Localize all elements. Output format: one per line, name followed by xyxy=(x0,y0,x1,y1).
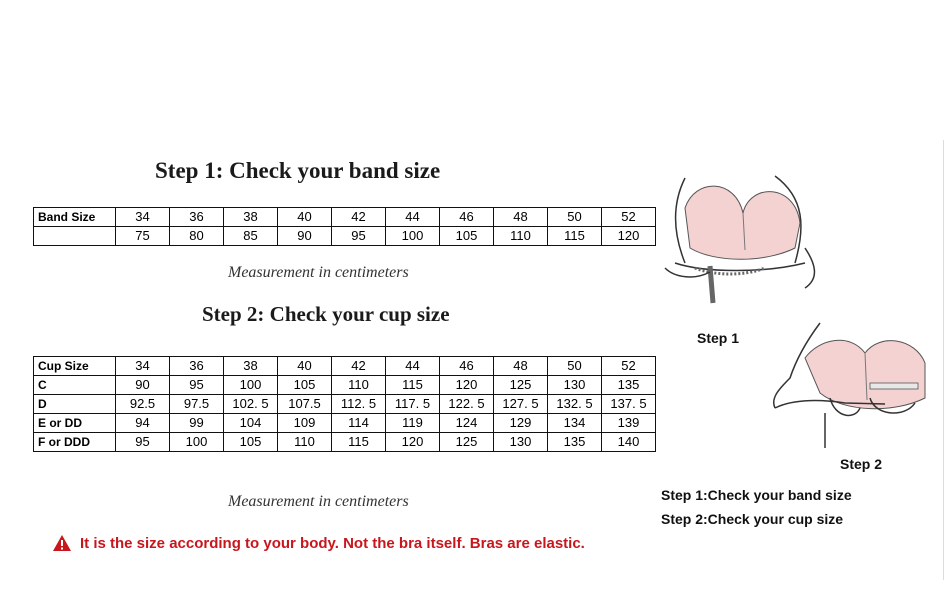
band-size-label: Band Size xyxy=(34,208,116,227)
cup-cm-cell: 125 xyxy=(494,376,548,395)
cup-cm-cell: 95 xyxy=(170,376,224,395)
cup-size-label: Cup Size xyxy=(34,357,116,376)
cup-size-column-header: 36 xyxy=(170,357,224,376)
step1-caption: Step 1 xyxy=(697,330,740,346)
cup-size-column-header: 34 xyxy=(116,357,170,376)
cup-size-column-header: 48 xyxy=(494,357,548,376)
band-size-table xyxy=(33,207,656,246)
cup-cm-cell: 119 xyxy=(386,414,440,433)
cup-cm-cell: 114 xyxy=(332,414,386,433)
cup-cm-cell: 125 xyxy=(440,433,494,452)
band-size-column-header: 38 xyxy=(224,208,278,227)
cup-row xyxy=(34,433,656,452)
cup-cm-cell: 122. 5 xyxy=(440,395,494,414)
cup-header-row xyxy=(34,357,656,376)
step2-caption: Step 2 xyxy=(840,456,883,472)
cup-size-heading: Step 2: Check your cup size xyxy=(202,302,450,326)
cup-cm-cell: 115 xyxy=(386,376,440,395)
cup-cm-cell: 117. 5 xyxy=(386,395,440,414)
cup-size-column-header: 52 xyxy=(602,357,656,376)
band-cm-cell: 105 xyxy=(440,227,494,246)
cup-cm-cell: 130 xyxy=(494,433,548,452)
cup-cm-cell: 92.5 xyxy=(116,395,170,414)
cup-cm-cell: 110 xyxy=(332,376,386,395)
instruction-line-2: Step 2:Check your cup size xyxy=(661,511,844,527)
cup-cm-cell: 120 xyxy=(440,376,494,395)
band-cm-cell: 90 xyxy=(278,227,332,246)
cup-cm-cell: 139 xyxy=(602,414,656,433)
band-cm-cell: 80 xyxy=(170,227,224,246)
band-size-heading: Step 1: Check your band size xyxy=(155,158,441,183)
band-cm-cell: 120 xyxy=(602,227,656,246)
elastic-warning xyxy=(52,534,585,552)
cup-size-column-header: 42 xyxy=(332,357,386,376)
band-cm-row xyxy=(34,227,656,246)
cup-row xyxy=(34,376,656,395)
band-size-column-header: 46 xyxy=(440,208,494,227)
band-cm-cell: 100 xyxy=(386,227,440,246)
cup-cm-cell: 127. 5 xyxy=(494,395,548,414)
right-edge-divider xyxy=(943,140,944,580)
band-cm-cell: 85 xyxy=(224,227,278,246)
cup-cm-cell: 97.5 xyxy=(170,395,224,414)
cup-row-label: F or DDD xyxy=(34,433,116,452)
cup-cm-cell: 110 xyxy=(278,433,332,452)
band-size-column-header: 52 xyxy=(602,208,656,227)
band-measurement-note: Measurement in centimeters xyxy=(228,264,409,281)
band-measure-illustration xyxy=(655,168,825,308)
cup-size-table xyxy=(33,356,656,452)
cup-cm-cell: 105 xyxy=(224,433,278,452)
cup-cm-cell: 112. 5 xyxy=(332,395,386,414)
band-size-column-header: 34 xyxy=(116,208,170,227)
band-cm-cell: 75 xyxy=(116,227,170,246)
cup-size-column-header: 40 xyxy=(278,357,332,376)
cup-cm-cell: 95 xyxy=(116,433,170,452)
cup-cm-cell: 132. 5 xyxy=(548,395,602,414)
band-cm-cell: 110 xyxy=(494,227,548,246)
cup-cm-cell: 99 xyxy=(170,414,224,433)
cup-cm-cell: 124 xyxy=(440,414,494,433)
cup-cm-cell: 120 xyxy=(386,433,440,452)
cup-cm-cell: 135 xyxy=(548,433,602,452)
band-size-column-header: 48 xyxy=(494,208,548,227)
band-size-column-header: 40 xyxy=(278,208,332,227)
warning-text: It is the size according to your body. Not the bra itself. Bras are elastic. xyxy=(80,534,585,552)
cup-row-label: C xyxy=(34,376,116,395)
cup-cm-cell: 134 xyxy=(548,414,602,433)
cup-cm-cell: 102. 5 xyxy=(224,395,278,414)
band-header-row xyxy=(34,208,656,227)
cup-cm-cell: 105 xyxy=(278,376,332,395)
cup-cm-cell: 140 xyxy=(602,433,656,452)
cup-measure-illustration xyxy=(765,318,940,453)
cup-cm-cell: 137. 5 xyxy=(602,395,656,414)
cup-size-column-header: 44 xyxy=(386,357,440,376)
cup-cm-cell: 107.5 xyxy=(278,395,332,414)
cup-cm-cell: 100 xyxy=(224,376,278,395)
band-size-column-header: 36 xyxy=(170,208,224,227)
instruction-line-1: Step 1:Check your band size xyxy=(661,487,852,503)
cup-row xyxy=(34,395,656,414)
band-size-column-header: 50 xyxy=(548,208,602,227)
cup-cm-cell: 94 xyxy=(116,414,170,433)
cup-cm-cell: 135 xyxy=(602,376,656,395)
cup-row xyxy=(34,414,656,433)
cup-cm-cell: 90 xyxy=(116,376,170,395)
cup-cm-cell: 115 xyxy=(332,433,386,452)
band-size-column-header: 42 xyxy=(332,208,386,227)
cup-row-label: E or DD xyxy=(34,414,116,433)
cup-size-column-header: 46 xyxy=(440,357,494,376)
warning-triangle-icon xyxy=(52,534,72,552)
cup-size-column-header: 50 xyxy=(548,357,602,376)
band-row-label xyxy=(34,227,116,246)
cup-cm-cell: 129 xyxy=(494,414,548,433)
cup-size-column-header: 38 xyxy=(224,357,278,376)
cup-row-label: D xyxy=(34,395,116,414)
band-cm-cell: 115 xyxy=(548,227,602,246)
band-cm-cell: 95 xyxy=(332,227,386,246)
cup-cm-cell: 100 xyxy=(170,433,224,452)
cup-measurement-note: Measurement in centimeters xyxy=(228,493,409,510)
band-size-column-header: 44 xyxy=(386,208,440,227)
cup-cm-cell: 104 xyxy=(224,414,278,433)
cup-cm-cell: 109 xyxy=(278,414,332,433)
cup-cm-cell: 130 xyxy=(548,376,602,395)
